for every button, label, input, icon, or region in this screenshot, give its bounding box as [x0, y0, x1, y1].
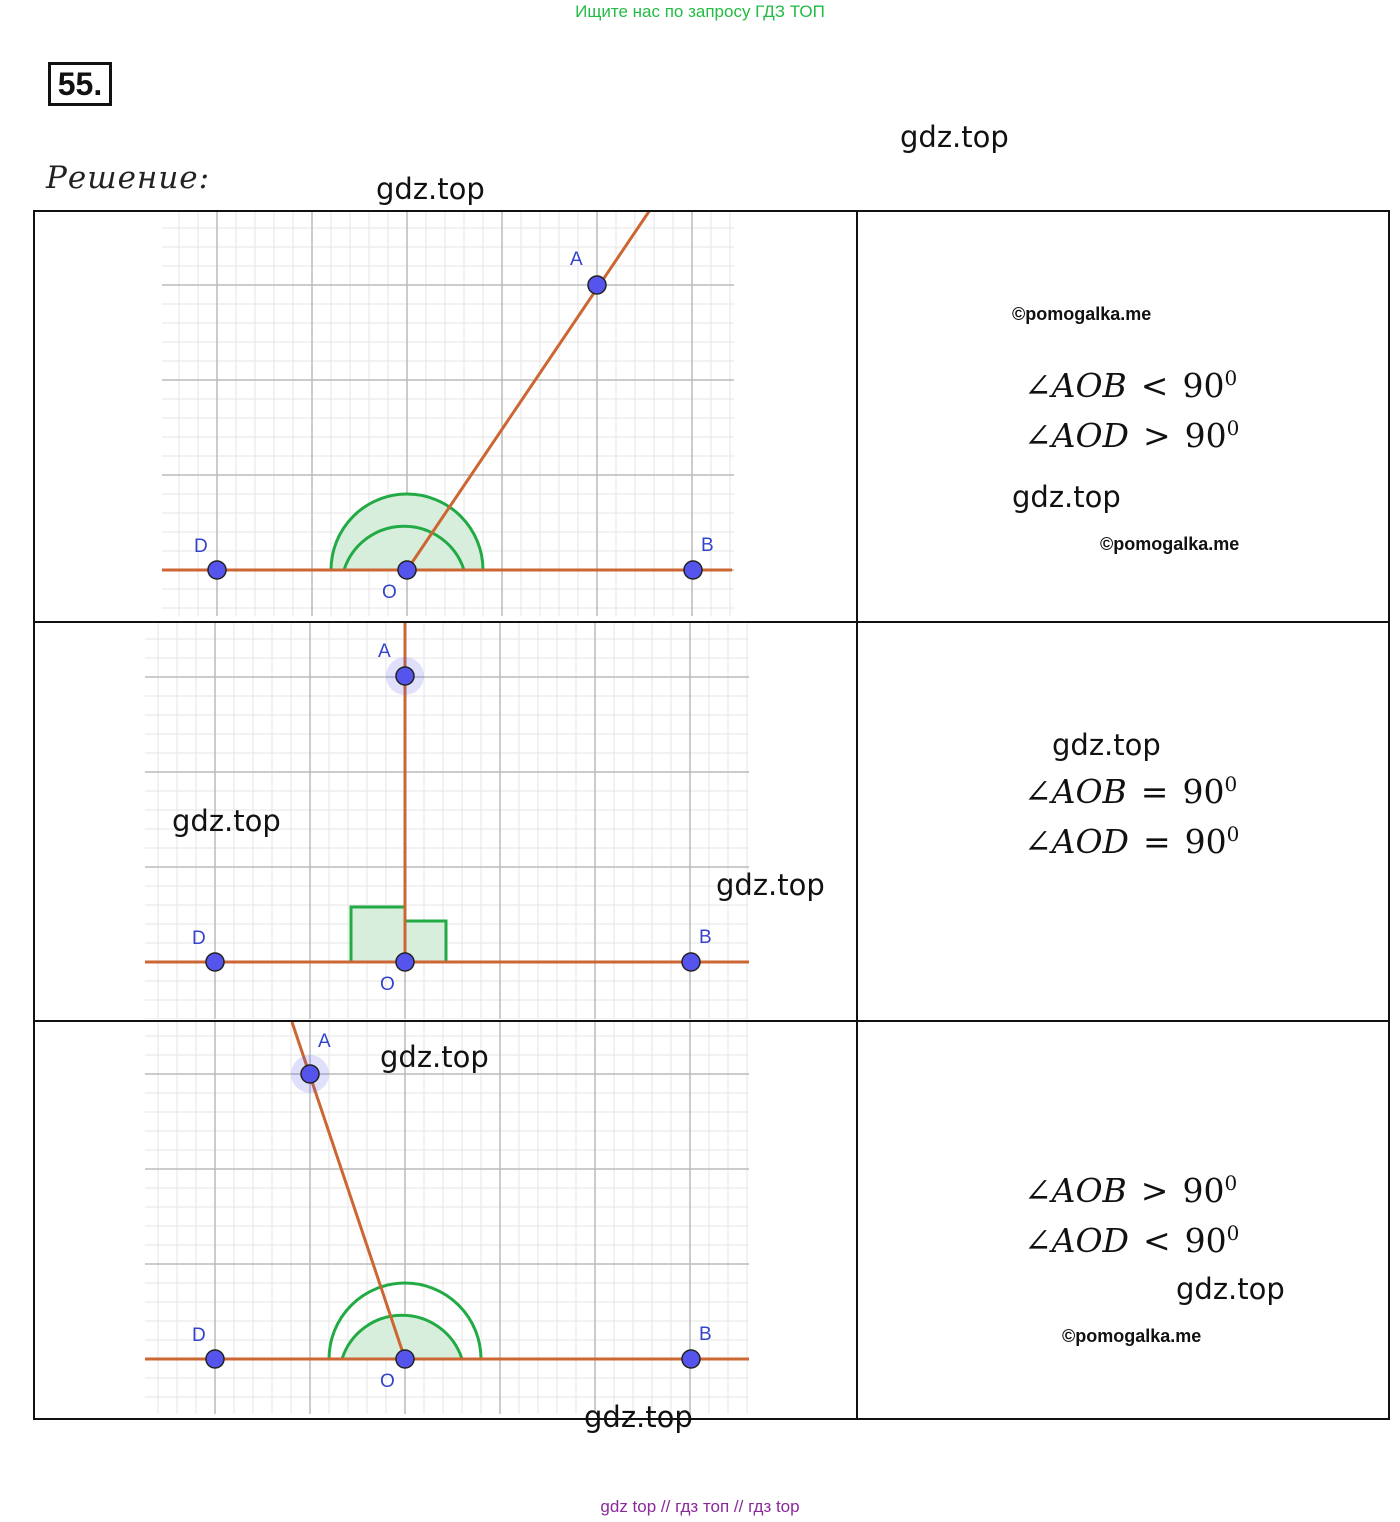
label-o: O: [382, 582, 397, 603]
copyright-mark: ©pomogalka.me: [1100, 534, 1240, 554]
point-o: [396, 1350, 414, 1368]
label-b: B: [699, 927, 712, 948]
formula-row1-aod: ∠AOD > $90^0$: [1024, 416, 1240, 455]
watermark: gdz.top: [380, 1040, 489, 1074]
table-column-divider: [856, 210, 858, 1420]
watermark: gdz.top: [900, 120, 1009, 154]
search-banner: Ищите нас по запросу ГДЗ ТОП: [575, 2, 825, 21]
formula-row1-aob: ∠AOB < $90^0$: [1024, 366, 1238, 405]
watermark: gdz.top: [172, 804, 281, 838]
problem-number: 55.: [48, 62, 112, 106]
formula-row2-aod: ∠AOD = $90^0$: [1024, 822, 1240, 861]
solution-label: Решение:: [46, 160, 211, 196]
watermark: gdz.top: [1012, 480, 1121, 514]
label-d: D: [192, 1325, 206, 1346]
label-a: A: [318, 1031, 331, 1052]
point-b: [682, 1350, 700, 1368]
point-a: [301, 1065, 319, 1083]
figure-acute-angle: [160, 212, 734, 618]
label-d: D: [192, 928, 206, 949]
point-d: [206, 1350, 224, 1368]
point-d: [208, 561, 226, 579]
watermark: gdz.top: [1176, 1272, 1285, 1306]
formula-row3-aod: ∠AOD < $90^0$: [1024, 1221, 1240, 1260]
label-b: B: [701, 535, 714, 556]
copyright-mark: ©pomogalka.me: [1012, 304, 1152, 324]
label-o: O: [380, 974, 395, 995]
label-a: A: [378, 641, 391, 662]
watermark: gdz.top: [376, 172, 485, 206]
label-b: B: [699, 1324, 712, 1345]
copyright-mark: ©pomogalka.me: [1062, 1326, 1202, 1346]
footer-links: gdz top // гдз топ // гдз top: [600, 1497, 800, 1516]
watermark: gdz.top: [584, 1400, 693, 1434]
label-a: A: [570, 249, 583, 270]
point-d: [206, 953, 224, 971]
watermark: gdz.top: [716, 868, 825, 902]
point-b: [684, 561, 702, 579]
formula-row2-aob: ∠AOB = $90^0$: [1024, 772, 1238, 811]
point-a: [396, 667, 414, 685]
right-angle-mark-aod: [351, 907, 405, 962]
point-b: [682, 953, 700, 971]
point-o: [398, 561, 416, 579]
point-o: [396, 953, 414, 971]
label-d: D: [194, 536, 208, 557]
label-o: O: [380, 1371, 395, 1392]
point-a: [588, 276, 606, 294]
watermark: gdz.top: [1052, 728, 1161, 762]
figure-obtuse-angle: [143, 1022, 751, 1414]
formula-row3-aob: ∠AOB > $90^0$: [1024, 1171, 1238, 1210]
